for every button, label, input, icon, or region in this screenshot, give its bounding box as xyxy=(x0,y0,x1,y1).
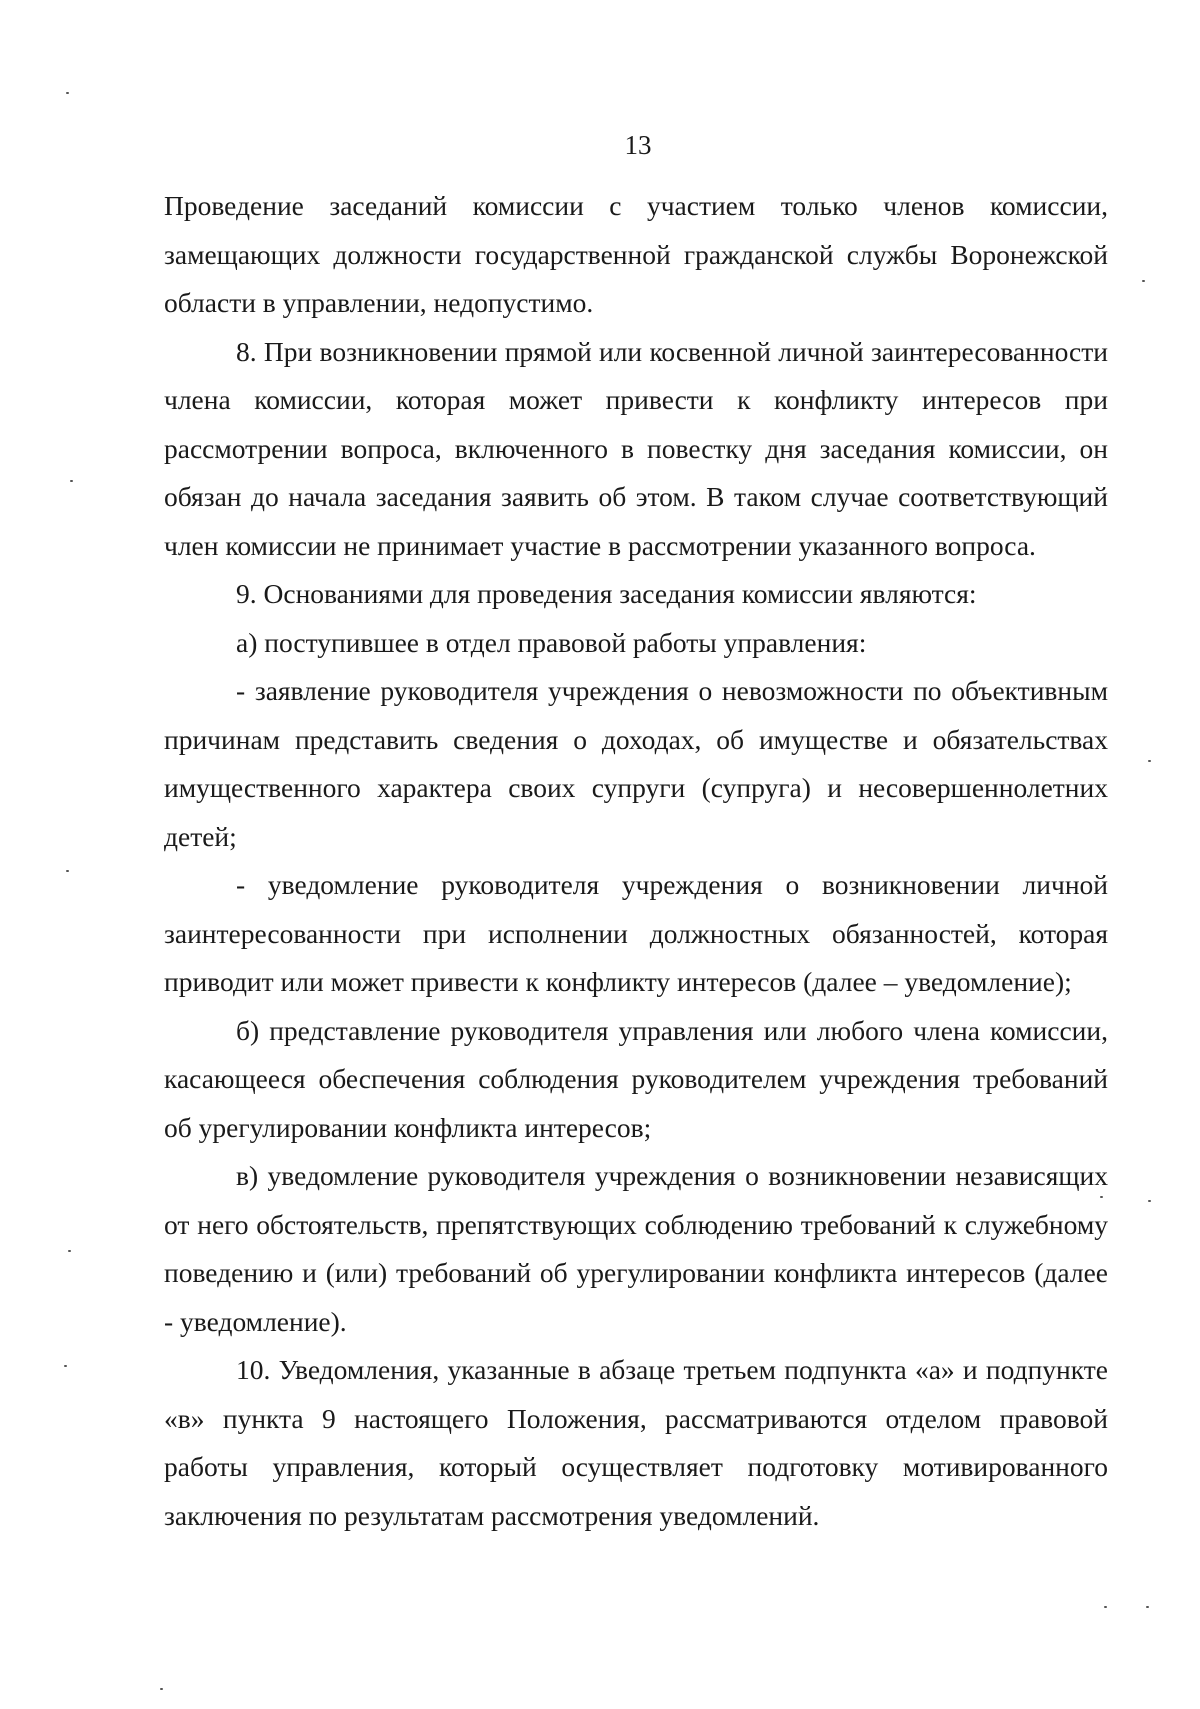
paragraph-10-notifications: 10. Уведомления, указанные в абзаце третьем подпункта «а» и подпункте «в» пункта 9 настоящего Положения, рассматриваются отделом правовой работы управления, который осуществляет подготовку мотивированного заключения по результатам рассмотрения уведомлений. xyxy=(164,1354,1108,1531)
paragraph-9b: б) представление руководителя управления или любого члена комиссии, касающееся обеспечения соблюдения руководителем учреждения требований об урегулировании конфликта интересов; xyxy=(164,1014,1108,1143)
scan-speck xyxy=(1100,1196,1103,1198)
paragraph-9-grounds: 9. Основаниями для проведения заседания комиссии являются: xyxy=(236,578,977,609)
paragraph-9v: в) уведомление руководителя учреждения о возникновении независящих от него обстоятельств, препятствующих соблюдению требований к служебному поведению и (или) требований об урегулировании конфликта интересов (далее - уведомление). xyxy=(164,1160,1108,1337)
paragraph-8-conflict-of-interest: 8. При возникновении прямой или косвенной личной заинтересованности члена комиссии, которая может привести к конфликту интересов при рассмотрении вопроса, включенного в повестку дня заседания комиссии, он обязан до начала заседания заявить об этом. В таком случае соответствующий член комиссии не принимает участие в рассмотрении указанного вопроса. xyxy=(164,335,1108,561)
scan-speck xyxy=(1104,1606,1107,1608)
page-number: 13 xyxy=(624,130,652,160)
paragraph-9a: а) поступившее в отдел правовой работы управления: xyxy=(236,626,867,658)
scan-speck xyxy=(68,1250,71,1252)
document-body xyxy=(164,182,1108,1540)
scan-speck xyxy=(1142,280,1145,282)
paragraph-9a-statement: - заявление руководителя учреждения о невозможности по объективным причинам представить сведения о доходах, об имуществе и обязательствах имущественного характера своих супруги (супруга) и несовершеннолетних детей; xyxy=(164,675,1108,852)
scan-speck xyxy=(160,1688,163,1690)
scan-speck xyxy=(66,92,69,94)
paragraph-commission-quorum: Проведение заседаний комиссии с участием только членов комиссии, замещающих должности государственной гражданской службы Воронежской области в управлении, недопустимо. xyxy=(164,190,1108,318)
scan-speck xyxy=(1148,760,1151,762)
scan-speck xyxy=(64,1365,67,1367)
scan-speck xyxy=(1146,1606,1149,1608)
paragraph-9a-notification: - уведомление руководителя учреждения о возникновении личной заинтересованности при исполнении должностных обязанностей, которая приводит или может привести к конфликту интересов (далее – уведомление); xyxy=(164,869,1108,997)
scan-speck xyxy=(66,870,69,872)
scan-speck xyxy=(1148,1200,1151,1202)
scan-speck xyxy=(70,480,73,482)
